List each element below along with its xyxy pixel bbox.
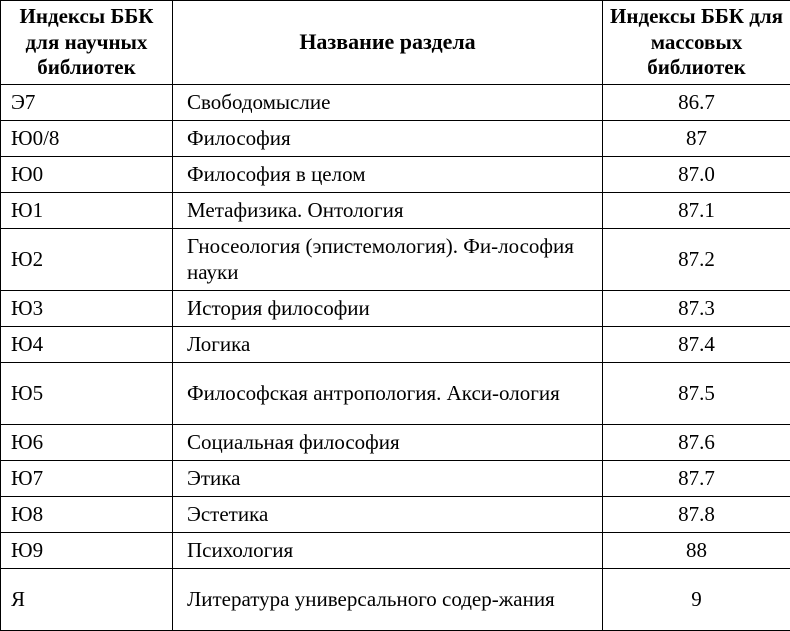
cell-section-name: Гносеология (эпистемология). Фи-лософия науки [173,229,603,291]
table-row [1,291,790,327]
cell-section-name: История философии [173,291,603,327]
cell-mass-index: 88 [603,533,790,569]
cell-scientific-index: Ю2 [1,229,173,291]
cell-mass-index: 87 [603,121,790,157]
cell-scientific-index: Ю3 [1,291,173,327]
cell-scientific-index: Ю8 [1,497,173,533]
table-row [1,533,790,569]
cell-mass-index: 87.0 [603,157,790,193]
cell-section-name: Логика [173,327,603,363]
table-header-row [1,1,790,85]
cell-mass-index: 87.2 [603,229,790,291]
column-header-mass-index: Индексы ББК для массовых библиотек [603,1,790,85]
table-body [1,85,790,631]
column-header-section-name: Название раздела [173,1,603,85]
cell-scientific-index: Э7 [1,85,173,121]
cell-mass-index: 87.1 [603,193,790,229]
cell-section-name: Философская антропология. Акси-ология [173,363,603,425]
table-row [1,461,790,497]
cell-scientific-index: Ю4 [1,327,173,363]
table-row [1,193,790,229]
column-header-scientific-index: Индексы ББК для научных библиотек [1,1,173,85]
cell-section-name: Философия [173,121,603,157]
table-row [1,229,790,291]
cell-mass-index: 87.6 [603,425,790,461]
table-row [1,497,790,533]
cell-mass-index: 87.3 [603,291,790,327]
table-row [1,157,790,193]
cell-mass-index: 87.8 [603,497,790,533]
cell-mass-index: 87.7 [603,461,790,497]
cell-section-name: Эстетика [173,497,603,533]
cell-section-name: Этика [173,461,603,497]
cell-scientific-index: Ю7 [1,461,173,497]
cell-scientific-index: Ю5 [1,363,173,425]
cell-scientific-index: Ю0 [1,157,173,193]
cell-mass-index: 87.4 [603,327,790,363]
cell-scientific-index: Ю6 [1,425,173,461]
table-row [1,327,790,363]
cell-section-name: Психология [173,533,603,569]
cell-section-name: Литература универсального содер-жания [173,569,603,631]
cell-mass-index: 86.7 [603,85,790,121]
table-row [1,363,790,425]
cell-scientific-index: Ю1 [1,193,173,229]
table-row [1,121,790,157]
cell-section-name: Метафизика. Онтология [173,193,603,229]
cell-scientific-index: Я [1,569,173,631]
cell-section-name: Социальная философия [173,425,603,461]
table-row [1,425,790,461]
table-row [1,85,790,121]
cell-section-name: Философия в целом [173,157,603,193]
cell-mass-index: 9 [603,569,790,631]
cell-mass-index: 87.5 [603,363,790,425]
cell-scientific-index: Ю0/8 [1,121,173,157]
table-row [1,569,790,631]
cell-section-name: Свободомыслие [173,85,603,121]
cell-scientific-index: Ю9 [1,533,173,569]
table-header [1,1,790,85]
